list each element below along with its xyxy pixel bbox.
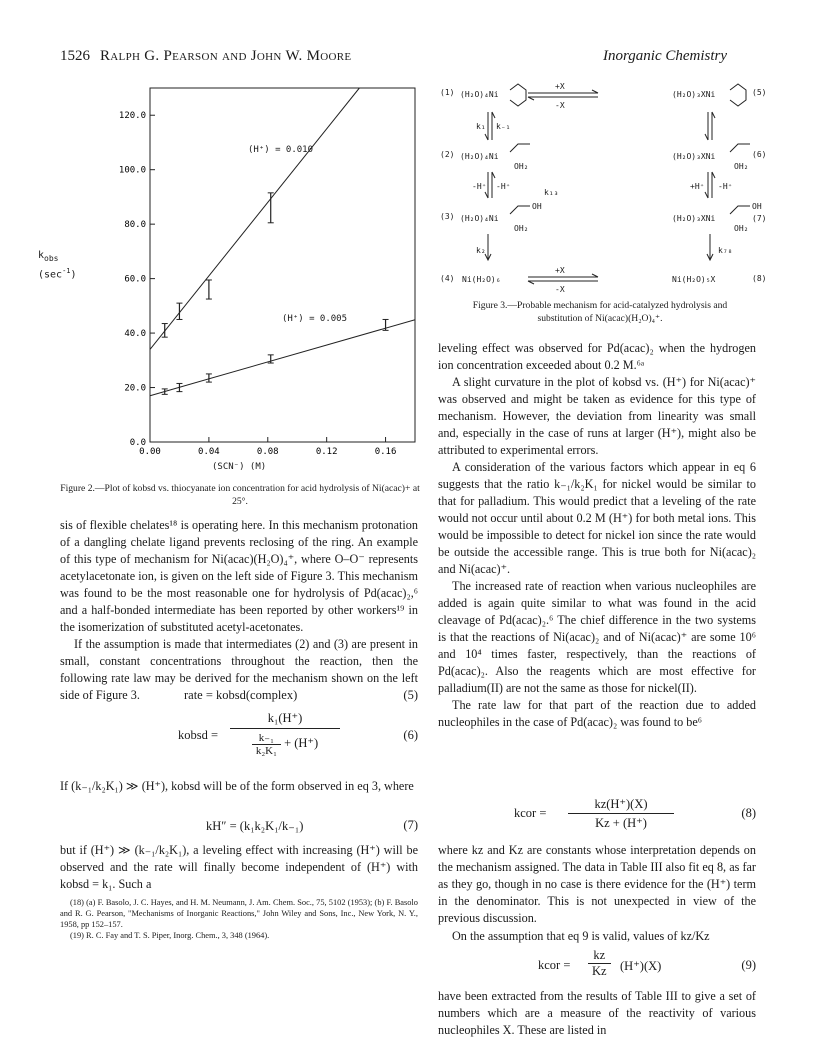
header-journal: Inorganic Chemistry <box>603 48 728 64</box>
rate-plus-h-right: +H⁺ <box>690 182 705 191</box>
species-2: (H₂O)₄Ni <box>460 152 499 161</box>
equation-6-lhs: kobsd = <box>178 728 219 742</box>
species-7-oh: OH <box>752 202 762 211</box>
ylabel-close: ) <box>70 269 77 281</box>
equation-7 <box>60 818 418 836</box>
left-paragraph-1: sis of flexible chelates¹⁸ is operating here. In this mechanism protonation of a dangling chelate ligand prevents reclosing of the ring. An example of this type of mechanism for Ni(acac)(H₂O)₄⁺, where O–O⁻ represents acetylacetonate ion, is given on the left side of Figure 3. This mechanism was found to be the most reasonable one for hydrolysis of Pd(acac)₂,⁶ and a half-bonded intermediate has been reported by other workers¹⁹ in the isomerization of substituted acetyl-acetonates. <box>60 518 418 634</box>
y-tick-label-2: 40.0 <box>124 329 146 340</box>
footnote-19: (19) R. C. Fay and T. S. Piper, Inorg. Chem., 3, 348 (1964). <box>70 931 270 940</box>
equation-8-denominator: Kz + (H⁺) <box>595 816 647 830</box>
species-5: (H₂O)₃XNi <box>672 90 716 99</box>
arrow-label-minus-x-top: -X <box>555 101 565 110</box>
ylabel-sub: obs <box>44 254 59 263</box>
equation-6-fraction <box>230 710 340 757</box>
species-3-ligand: OH₂ <box>514 224 529 233</box>
x-tick-label-3: 0.12 <box>315 447 338 457</box>
species-6: (H₂O)₃XNi <box>672 152 716 161</box>
figure-3 <box>440 78 770 298</box>
equation-6-numerator: k₁(H⁺) <box>230 710 340 729</box>
equation-6-plus: + (H⁺) <box>284 735 319 750</box>
label-low-acid: (H⁺) = 0.005 <box>282 314 348 324</box>
ylabel-unit: (sec <box>38 269 63 281</box>
equation-9-fraction <box>588 948 611 979</box>
equation-6-inner-num: k₋₁ <box>252 731 281 745</box>
right-column <box>438 340 756 731</box>
plot-frame <box>150 88 415 442</box>
species-1: (H₂O)₄Ni <box>460 90 499 99</box>
right-paragraph-3: A consideration of the various factors which appear in eq 6 suggests that the ratio k₋₁/k₂K₁ for nickel would be similar to that for palladium. This would predict that a leveling of the rate would not occur until about 0.2 M (H⁺) for both metal ions. This would be impossible to detect for nickel ion since the rate would be outside the accessible range. This is true both for Ni(acac)₂ and Ni(acac)⁺. <box>438 460 756 576</box>
x-tick-label-1: 0.04 <box>198 447 220 457</box>
right-paragraph-1: leveling effect was observed for Pd(acac)₂ when the hydrogen ion concentration exceeded about 0.2 M.⁶ᵃ <box>438 341 756 372</box>
running-header <box>0 48 816 68</box>
right-paragraph-2: A slight curvature in the plot of kobsd vs. (H⁺) for Ni(acac)⁺ was observed and might be taken as evidence for this type of mechanism. However, the deviation from linearity was small and, especially in the case of runs at larger (H⁺), might also be attributed to experimental errors. <box>438 375 756 457</box>
y-tick-label-4: 80.0 <box>124 220 146 231</box>
left-paragraph-3: If (k₋₁/k₂K₁) ≫ (H⁺), kobsd will be of the form observed in eq 3, where <box>60 779 414 793</box>
species-num-3: (3) <box>440 212 455 221</box>
page-number: 1526 <box>60 48 90 64</box>
rate-k1: k₁ <box>476 122 486 131</box>
equation-9-lhs: kcor = <box>538 958 571 972</box>
species-num-2: (2) <box>440 150 455 159</box>
equation-6-denominator <box>230 731 340 757</box>
species-num-4: (4) <box>440 274 455 283</box>
arrow-label-minus-x-bottom: -X <box>555 285 565 294</box>
x-tick-label-4: 0.16 <box>374 447 397 457</box>
right-paragraph-6: where kz and Kz are constants whose interpretation depends on the mechanism assigned. The data in Table III also fit eq 8, as far as they go, though in no case is there evidence for the (H⁺) term in the denominator. This is not unexpected in view of the previous discussion. <box>438 843 756 925</box>
species-num-1: (1) <box>440 88 455 97</box>
species-7: (H₂O)₃XNi <box>672 214 716 223</box>
species-2-ligand: OH₂ <box>514 162 529 171</box>
rate-k-minus-1: k₋₁ <box>496 122 511 131</box>
species-8: Ni(H₂O)₅X <box>672 275 716 284</box>
rate-minus-h-left-2: -H⁺ <box>496 182 511 191</box>
equation-7-body: kH″ = (k₁k₂K₁/k₋₁) <box>206 819 304 833</box>
figure-2-caption: Figure 2.—Plot of kobsd vs. thiocyanate ion concentration for acid hydrolysis of Ni(acac)+ at 25°. <box>60 483 420 507</box>
species-num-7: (7) <box>752 214 767 223</box>
equation-7-number: (7) <box>403 818 418 832</box>
equation-8 <box>438 796 756 836</box>
footnotes <box>60 897 418 941</box>
equation-6-inner-den: k₂K₁ <box>255 745 277 757</box>
species-6-ligand: OH₂ <box>734 162 749 171</box>
rate-minus-h-right: -H⁺ <box>718 182 733 191</box>
y-tick-label-3: 60.0 <box>124 274 146 285</box>
left-paragraph-2: If the assumption is made that intermediates (2) and (3) are present in small, constant concentrations throughout the reaction, then the following rate law may be derived for the mechanism shown on the left side of Figure 3. <box>60 637 418 702</box>
ylabel-k: k <box>38 250 45 261</box>
rate-minus-h-left: -H⁺ <box>472 182 487 191</box>
rate-k13: k₁₃ <box>544 188 559 197</box>
right-paragraph-4: The increased rate of reaction when various nucleophiles are added is again quite similar to what was found in the acid cleavage of Pd(acac)₂.⁶ The chief difference in the two systems is that the reactions of Ni(acac)₂ and of Ni(acac)⁺ are some 10⁶ and 10⁴ times faster, respectively, than the reactions of Pd(acac)₂. Also the reagents which are most effective for palladium(II) are not the same as those for nickel(II). <box>438 579 756 695</box>
arrow-label-plus-x-bottom: +X <box>555 266 565 275</box>
label-high-acid: (H⁺) = 0.010 <box>248 145 314 155</box>
equation-5 <box>60 688 418 706</box>
species-4: Ni(H₂O)₆ <box>462 275 501 284</box>
equation-9 <box>438 948 756 988</box>
x-tick-label-0: 0.00 <box>139 447 161 457</box>
figure-3-caption-line2: substitution of Ni(acac)(H₂O)₄⁺. <box>537 312 663 324</box>
y-tick-label-5: 100.0 <box>118 165 146 176</box>
right-paragraph-7: On the assumption that eq 9 is valid, values of kz/Kz <box>452 929 710 943</box>
equation-6-inner-fraction <box>252 731 281 757</box>
equation-8-numerator: kz(H⁺)(X) <box>568 796 674 814</box>
y-tick-label-6: 120.0 <box>118 111 146 122</box>
equation-8-number: (8) <box>741 806 756 820</box>
equation-9-rhs: (H⁺)(X) <box>620 959 662 973</box>
figure-2 <box>30 78 430 498</box>
species-num-8: (8) <box>752 274 767 283</box>
species-3: (H₂O)₄Ni <box>460 214 499 223</box>
ylabel-sup: -1 <box>62 267 71 275</box>
species-num-6: (6) <box>752 150 767 159</box>
species-num-5: (5) <box>752 88 767 97</box>
fit-line-series-1 <box>150 320 415 396</box>
species-7-ligand: OH₂ <box>734 224 749 233</box>
fit-line-series-0 <box>150 88 359 349</box>
rate-k2: k₂ <box>476 246 486 255</box>
arrow-label-plus-x-top: +X <box>555 82 565 91</box>
header-authors: Ralph G. Pearson and John W. Moore <box>100 48 352 64</box>
figure-3-caption-line1: Figure 3.—Probable mechanism for acid-catalyzed hydrolysis and <box>472 300 728 311</box>
equation-8-fraction <box>568 796 674 831</box>
equation-9-number: (9) <box>741 958 756 972</box>
right-paragraph-5: The rate law for that part of the reaction due to added nucleophiles in the case of Pd(acac)₂ was found to be⁶ <box>438 698 756 729</box>
equation-8-lhs: kcor = <box>514 806 547 820</box>
y-tick-label-1: 20.0 <box>124 383 146 394</box>
figure-2-chart <box>30 78 430 478</box>
x-tick-label-2: 0.08 <box>256 447 279 457</box>
left-column <box>60 517 418 704</box>
x-axis-label: (SCN⁻) (M) <box>212 462 267 472</box>
equation-9-frac-bot: Kz <box>592 964 607 978</box>
equation-5-body: rate = kobsd(complex) <box>184 688 298 702</box>
left-paragraph-4: but if (H⁺) ≫ (k₋₁/k₂K₁), a leveling effect with increasing (H⁺) will be observed and the rate will finally become independent of (H⁺) with kobsd = k₁. Such a <box>60 843 418 891</box>
species-3-oh: OH <box>532 202 542 211</box>
equation-6-number: (6) <box>403 728 418 742</box>
figure-3-caption <box>438 300 762 325</box>
rate-k78: k₇₈ <box>718 246 733 255</box>
equation-5-number: (5) <box>403 688 418 702</box>
footnote-18: (18) (a) F. Basolo, J. C. Hayes, and H. M. Neumann, J. Am. Chem. Soc., 75, 5102 (1953); (b) F. Basolo and R. G. Pearson, "Mechanisms of Inorganic Reactions," John Wiley and Sons, Inc., New York, N. Y., 1958, pp 152–157. <box>60 898 418 929</box>
equation-6 <box>60 710 418 770</box>
y-tick-label-0: 0.0 <box>129 438 146 448</box>
right-paragraph-8: have been extracted from the results of Table III to give a set of numbers which are a measure of the reactivity of various nucleophiles X. These are listed in <box>438 989 756 1037</box>
y-axis-label <box>38 250 77 281</box>
equation-9-frac-top: kz <box>588 948 611 964</box>
